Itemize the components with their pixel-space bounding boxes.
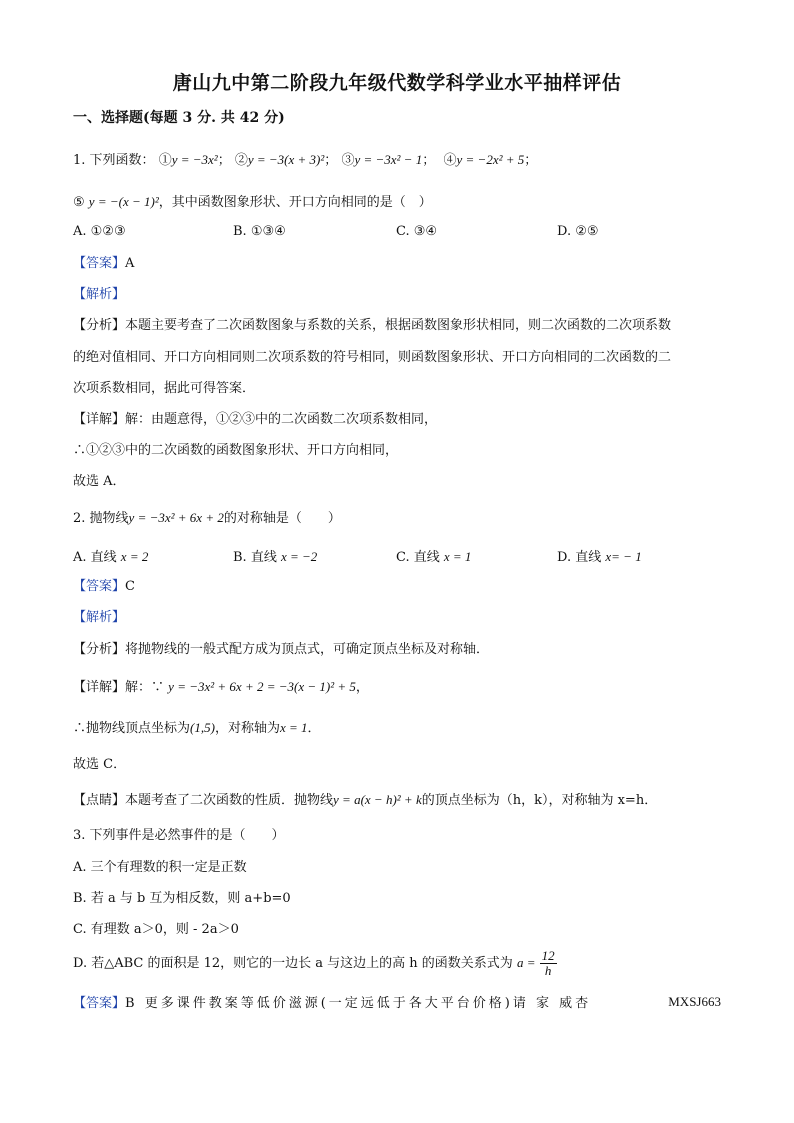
q1-item-5-num: ⑤ xyxy=(73,195,85,210)
q2-choose: 故选 C． xyxy=(73,757,127,772)
answer-tag: 【答案】 xyxy=(73,996,126,1011)
q1-stem-suffix: ，其中函数图象形状、开口方向相同的是（ ） xyxy=(158,195,432,210)
analysis-tag: 【解析】 xyxy=(73,610,126,625)
q1-fenxi-line2: 的绝对值相同、开口方向相同则二次项系数的符号相同，则函数图象形状、开口方向相同的二次函数的二 xyxy=(73,350,672,365)
q2-dianjing-prefix: 本题考查了二次函数的性质．抛物线 xyxy=(125,793,334,808)
q1-sep: ； xyxy=(524,153,538,168)
q2-option-a xyxy=(73,546,148,565)
answer-tag: 【答案】 xyxy=(73,256,126,271)
detail-tag: 【详解】 xyxy=(73,412,126,427)
q1-item-2-num: ② xyxy=(234,153,248,168)
q1-fenxi-line3: 次项系数相同，据此可得答案． xyxy=(73,381,256,396)
q2-option-b xyxy=(233,546,317,565)
q1-option-b: B. ①③④ xyxy=(233,224,286,239)
q2-option-b-expr: x = −2 xyxy=(280,549,318,564)
q2-option-a-expr: x = 2 xyxy=(120,549,149,564)
q1-option-a: A. ①②③ xyxy=(73,224,126,239)
q2-vertex-value: (1,5) xyxy=(190,720,215,735)
q1-item-1-num: ① xyxy=(158,153,172,168)
q3-option-b: B. 若 a 与 b 互为相反数，则 a+b=0 xyxy=(73,891,291,906)
answer-tag: 【答案】 xyxy=(73,579,126,594)
q1-answer xyxy=(73,254,134,274)
q2-answer xyxy=(73,577,135,597)
q2-stem-suffix: 的对称轴是（ ） xyxy=(223,511,341,526)
q1-item-2-expr: y = −3(x + 3)² xyxy=(247,152,325,167)
q2-option-c xyxy=(396,546,471,565)
q3-option-a: A. 三个有理数的积一定是正数 xyxy=(73,860,247,875)
page-title: 唐山九中第二阶段九年级代数学科学业水平抽样评估 xyxy=(172,72,622,94)
q1-stem-prefix: 1. 下列函数： xyxy=(73,153,155,168)
q3-stem: 3. 下列事件是必然事件的是（ ） xyxy=(73,828,285,843)
q2-vertex-end: ． xyxy=(307,721,321,736)
q2-detail-expr: y = −3x² + 6x + 2 = −3(x − 1)² + 5 xyxy=(168,679,356,694)
dianjing-tag: 【点睛】 xyxy=(73,793,126,808)
q3-option-d-text: D. 若△ABC 的面积是 12，则它的一边长 a 与这边上的高 h 的函数关系式为 xyxy=(73,956,513,971)
q2-option-a-label: A. 直线 xyxy=(73,550,117,565)
q1-fenxi-line1 xyxy=(73,316,671,336)
q2-analysis-tag xyxy=(73,608,125,628)
fenxi-tag: 【分析】 xyxy=(73,318,126,333)
q1-option-d: D. ②⑤ xyxy=(557,224,599,239)
q1-item-4-num: ④ xyxy=(443,153,457,168)
q1-sep: ； xyxy=(422,153,436,168)
q2-dianjing-suffix: 的顶点坐标为（h，k），对称轴为 x=h． xyxy=(421,793,658,808)
q1-fenxi-text-1: 本题主要考查了二次函数图象与系数的关系，根据函数图象形状相同，则二次函数的二次项系数 xyxy=(125,318,672,333)
q1-conclusion: ∴①②③中的二次函数的函数图象形状、开口方向相同， xyxy=(73,443,399,458)
q1-stem xyxy=(73,150,537,171)
fenxi-tag: 【分析】 xyxy=(73,642,126,657)
q1-detail xyxy=(73,410,437,430)
q2-option-c-expr: x = 1 xyxy=(443,549,472,564)
fraction-denominator: h xyxy=(544,963,552,978)
q2-axis-value: x = 1 xyxy=(279,720,308,735)
q1-sep: ； xyxy=(217,153,231,168)
q2-stem xyxy=(73,508,341,529)
q3-option-d-fraction xyxy=(540,949,557,978)
q2-dianjing-expr: y = a(x − h)² + k xyxy=(333,792,422,807)
q3-answer xyxy=(73,994,591,1014)
q3-option-c: C. 有理数 a＞0，则 - 2a＞0 xyxy=(73,922,239,937)
q2-detail xyxy=(73,677,369,698)
detail-tag: 【详解】 xyxy=(73,680,126,695)
answer-code: MXSJ663 xyxy=(668,994,721,1009)
q2-option-d-expr: x= − 1 xyxy=(605,549,642,564)
q1-item-1-expr: y = −3x² xyxy=(171,152,218,167)
q2-option-b-label: B. 直线 xyxy=(233,550,277,565)
q2-dianjing xyxy=(73,790,657,811)
q2-detail-prefix: 解：∵ xyxy=(125,680,165,695)
q1-stem-line2 xyxy=(73,192,432,213)
q2-stem-prefix: 2. 抛物线 xyxy=(73,511,129,526)
q1-item-4-expr: y = −2x² + 5 xyxy=(456,152,525,167)
q1-sep: ； xyxy=(324,153,338,168)
q3-option-d xyxy=(73,948,557,979)
analysis-tag: 【解析】 xyxy=(73,287,126,302)
q1-answer-value: A xyxy=(125,256,135,271)
q2-fenxi xyxy=(73,640,489,660)
q1-option-c: C. ③④ xyxy=(396,224,438,239)
q1-item-3-expr: y = −3x² − 1 xyxy=(354,152,423,167)
q1-analysis-tag xyxy=(73,285,125,305)
q2-answer-value: C xyxy=(125,579,135,594)
q2-option-d-label: D. 直线 xyxy=(557,550,602,565)
q2-vertex-mid: ，对称轴为 xyxy=(214,721,280,736)
section-heading: 一、选择题(每题 3 分. 共 42 分) xyxy=(73,110,285,126)
q1-item-5-expr: y = −(x − 1)² xyxy=(88,194,159,209)
q2-vertex-prefix: ∴抛物线顶点坐标为 xyxy=(73,721,191,736)
q2-vertex xyxy=(73,718,321,739)
q3-option-d-lhs: a = xyxy=(516,955,536,970)
q2-option-d xyxy=(557,546,642,565)
q2-stem-expr: y = −3x² + 6x + 2 xyxy=(128,510,224,525)
q2-detail-suffix: ， xyxy=(355,680,369,695)
q3-answer-value: B 更多课件教案等低价滋源(一定远低于各大平台价格)请 家 威杏 xyxy=(125,996,592,1011)
q1-choose: 故选 A． xyxy=(73,474,126,489)
q1-item-3-num: ③ xyxy=(341,153,355,168)
q2-option-c-label: C. 直线 xyxy=(396,550,440,565)
fraction-numerator: 12 xyxy=(541,948,555,963)
q2-fenxi-text: 将抛物线的一般式配方成为顶点式，可确定顶点坐标及对称轴． xyxy=(125,642,490,657)
q1-detail-text: 解：由题意得，①②③中的二次函数二次项系数相同， xyxy=(125,412,438,427)
